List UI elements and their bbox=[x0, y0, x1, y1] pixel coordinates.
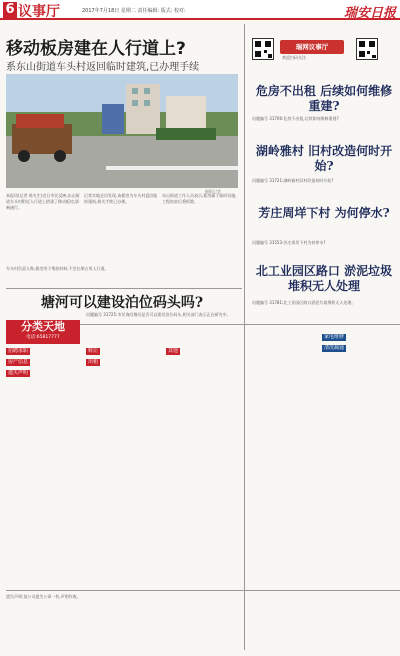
classified-column-2 bbox=[86, 346, 160, 586]
right-headline-1: 危房不出租 后续如何维修重建? bbox=[255, 84, 393, 113]
section-divider bbox=[6, 288, 242, 289]
middle-article bbox=[86, 312, 242, 332]
right-text-3: 问题编号 31553:芳庄周垟下村为何停水? bbox=[252, 240, 326, 245]
classifieds-phone: 电话:65817777 bbox=[26, 335, 60, 340]
main-headline: 移动板房建在人行道上? bbox=[6, 39, 186, 59]
page-header bbox=[0, 0, 400, 20]
middle-headline: 塘河可以建设泊位码头吗? bbox=[40, 295, 204, 311]
column-divider bbox=[244, 24, 245, 650]
classified-column-3 bbox=[166, 346, 240, 586]
notice-text: 遗失声明:某公司遗失公章一枚,声明作废。 bbox=[6, 594, 81, 599]
qr-code-icon[interactable] bbox=[356, 38, 378, 60]
article-column-2 bbox=[84, 193, 159, 265]
right-article-4 bbox=[252, 300, 394, 316]
issue-meta: 2017年7月18日 星期二 责任编辑: 版式: 校对: bbox=[82, 8, 186, 14]
notice-divider bbox=[6, 590, 400, 591]
right-text-2: 问题编号 31721:湖岭雅村旧村改造何时开始? bbox=[252, 178, 334, 183]
classified-tag: 房产信息 bbox=[8, 359, 29, 365]
classified-tag-right: 清洗疏通 bbox=[324, 345, 345, 351]
section-title: 议事厅 bbox=[18, 4, 60, 20]
right-article-3 bbox=[252, 240, 394, 260]
article-text-3: 东山街道工作人员表示,板房属于临时设施,工程结束后将拆除。 bbox=[162, 193, 237, 204]
article-column-3 bbox=[162, 193, 237, 265]
right-text-1: 问题编号 31706:危房不出租,后续如何维修重建? bbox=[252, 116, 339, 121]
classified-column-5 bbox=[322, 332, 394, 582]
classifieds-header bbox=[6, 320, 80, 344]
page-number: 6 bbox=[3, 2, 17, 18]
classified-tag: 其他 bbox=[168, 348, 179, 354]
right-headline-2: 湖岭雅村 旧村改造何时开始? bbox=[255, 144, 393, 173]
article-column-4 bbox=[6, 266, 238, 286]
article-text-4: 车头村负责人称,板房用于堆放材料,不会长期占用人行道。 bbox=[6, 266, 109, 271]
middle-text: 问题编号 31725:市民询问塘河是否可以建设泊位码头,相关部门表示正在研究中。 bbox=[86, 312, 231, 317]
right-headline-4: 北工业园区路口 淤泥垃圾堆积无人处理 bbox=[255, 264, 393, 293]
right-article-1 bbox=[252, 116, 394, 140]
main-subheadline: 系东山街道车头村返回临时建筑,已办理手续 bbox=[6, 62, 200, 73]
classified-tag: 转让 bbox=[88, 348, 99, 354]
right-headline-3: 芳庄周垟下村 为何停水? bbox=[258, 206, 390, 220]
classified-tag: 招聘求职 bbox=[8, 348, 29, 354]
notice-block bbox=[6, 594, 396, 650]
classified-tag: 出租 bbox=[88, 359, 99, 365]
masthead-logo: 瑞安日报 bbox=[343, 6, 396, 21]
article-column-1 bbox=[6, 193, 81, 265]
banner-subtext: 欢迎扫码关注 bbox=[282, 55, 306, 60]
classified-column-4 bbox=[252, 332, 318, 582]
qr-code-icon[interactable] bbox=[252, 38, 274, 60]
article-text-1: 本报讯(记者 陈先生)近日市民反映,东山街道车头村附近人行道上搭建了移动板房,影响通行。 bbox=[6, 193, 80, 210]
classifieds-title: 分类天地 bbox=[21, 320, 65, 333]
forum-banner: 瑞网议事厅 bbox=[280, 40, 344, 54]
classified-column-1 bbox=[6, 346, 80, 586]
street-scene-image bbox=[6, 74, 238, 188]
article-text-2: 记者实地走访发现,该板房为车头村返回临时建筑,相关手续已办理。 bbox=[84, 193, 158, 204]
news-photo bbox=[6, 74, 238, 188]
classified-tag: 遗失声明 bbox=[8, 370, 29, 376]
classified-tag-right: 家电维修 bbox=[324, 334, 345, 340]
right-article-2 bbox=[252, 178, 394, 202]
right-text-4: 问题编号 31781:北工业园区路口淤泥垃圾堆积无人处理。 bbox=[252, 300, 356, 305]
photo-credit: 摄影记者 bbox=[205, 189, 221, 194]
